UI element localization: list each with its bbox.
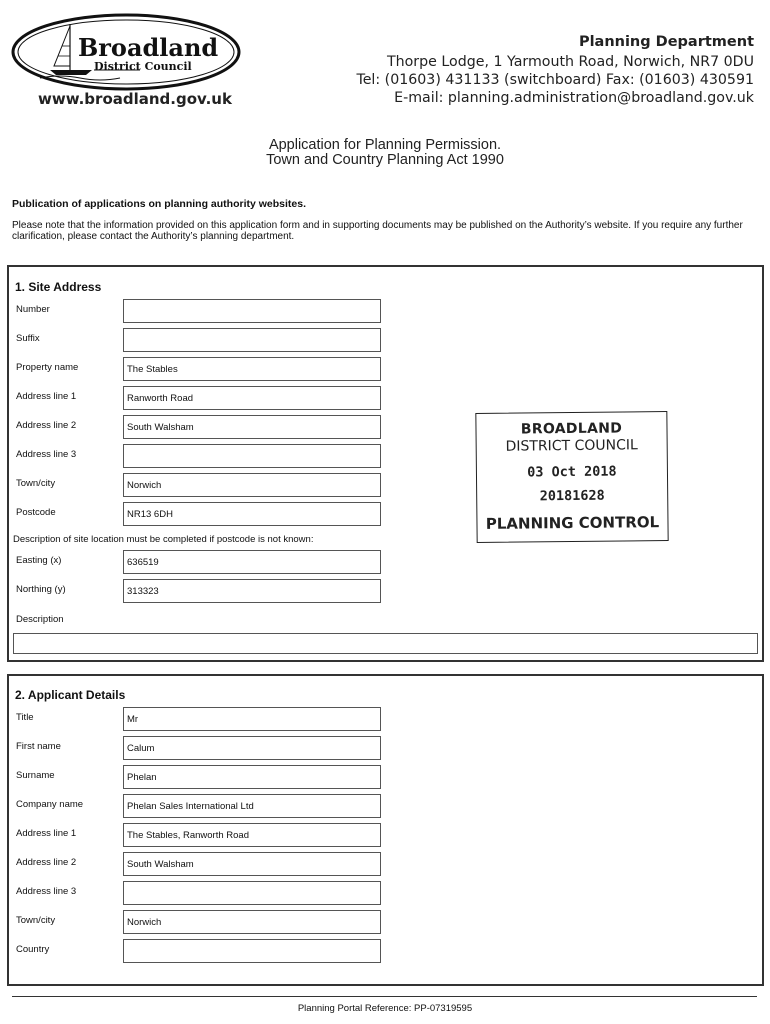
address-line-2-field[interactable]: South Walsham: [123, 415, 381, 439]
property-name-field[interactable]: The Stables: [123, 357, 381, 381]
footer-divider: [12, 996, 757, 997]
field-label: Address line 2: [16, 857, 77, 868]
town-city-field[interactable]: Norwich: [123, 473, 381, 497]
field-label: Easting (x): [16, 555, 62, 566]
field-label: Address line 3: [16, 886, 77, 897]
field-label: Address line 2: [16, 420, 77, 431]
first-name-field[interactable]: Calum: [123, 736, 381, 760]
field-label: Town/city: [16, 915, 56, 926]
field-label: Title: [16, 712, 34, 723]
department-name: Planning Department: [578, 34, 754, 50]
logo-sub: District Council: [94, 60, 192, 73]
field-label: Postcode: [16, 507, 56, 518]
stamp-council-sub: DISTRICT COUNCIL: [505, 437, 638, 455]
field-label: Company name: [16, 799, 84, 810]
easting-field[interactable]: 636519: [123, 550, 381, 574]
applicant-address-line-1-field[interactable]: The Stables, Ranworth Road: [123, 823, 381, 847]
field-label: Number: [16, 304, 50, 315]
department-email: E-mail: planning.administration@broadland.gov.uk: [394, 90, 754, 106]
logo-name: Broadland: [78, 33, 219, 62]
address-line-3-field[interactable]: [123, 444, 381, 468]
applicant-address-line-2-field[interactable]: South Walsham: [123, 852, 381, 876]
field-label: Town/city: [16, 478, 56, 489]
title-line-1: Application for Planning Permission.: [268, 137, 502, 153]
field-label: Surname: [16, 770, 55, 781]
field-label: Northing (y): [16, 584, 66, 595]
suffix-field[interactable]: [123, 328, 381, 352]
company-name-field[interactable]: Phelan Sales International Ltd: [123, 794, 381, 818]
field-label: Description: [16, 614, 64, 625]
number-field[interactable]: [123, 299, 381, 323]
country-field[interactable]: [123, 939, 381, 963]
applicant-address-line-3-field[interactable]: [123, 881, 381, 905]
broadland-logo: [10, 12, 246, 94]
website-url[interactable]: www.broadland.gov.uk: [38, 90, 232, 108]
field-label: Address line 1: [16, 828, 77, 839]
portal-reference: Planning Portal Reference: PP-07319595: [297, 1003, 473, 1014]
field-label: Address line 1: [16, 391, 77, 402]
surname-field[interactable]: Phelan: [123, 765, 381, 789]
applicant-title-field[interactable]: Mr: [123, 707, 381, 731]
address-line-1-field[interactable]: Ranworth Road: [123, 386, 381, 410]
applicant-details-title: 2. Applicant Details: [15, 688, 126, 702]
publication-text: Please note that the information provided on this application form and in supporting documents may be published on the Authority’s website. If you require any further clarification, please contact the Authority’s planning department.: [12, 220, 743, 242]
stamp-dept: PLANNING CONTROL: [485, 513, 660, 533]
publication-heading: Publication of applications on planning authority websites.: [12, 198, 307, 210]
field-label: Address line 3: [16, 449, 77, 460]
field-label: First name: [16, 741, 61, 752]
field-label: Suffix: [16, 333, 40, 344]
description-field[interactable]: [13, 633, 758, 654]
northing-field[interactable]: 313323: [123, 579, 381, 603]
stamp-council: BROADLAND: [520, 420, 623, 438]
stamp-date: 03 Oct 2018: [527, 463, 617, 481]
location-note: Description of site location must be completed if postcode is not known:: [13, 534, 314, 545]
title-line-2: Town and Country Planning Act 1990: [266, 152, 504, 168]
department-phone: Tel: (01603) 431133 (switchboard) Fax: (01603) 430591: [356, 72, 754, 88]
application-title: [0, 138, 770, 168]
department-address: Thorpe Lodge, 1 Yarmouth Road, Norwich, NR7 0DU: [386, 54, 754, 70]
department-contact: [356, 34, 754, 107]
site-address-title: 1. Site Address: [15, 280, 102, 294]
applicant-town-city-field[interactable]: Norwich: [123, 910, 381, 934]
field-label: Property name: [16, 362, 79, 373]
received-stamp: [475, 411, 668, 543]
field-label: Country: [16, 944, 50, 955]
postcode-field[interactable]: NR13 6DH: [123, 502, 381, 526]
applicant-details-section: [7, 674, 764, 986]
stamp-number: 20181628: [539, 487, 605, 505]
